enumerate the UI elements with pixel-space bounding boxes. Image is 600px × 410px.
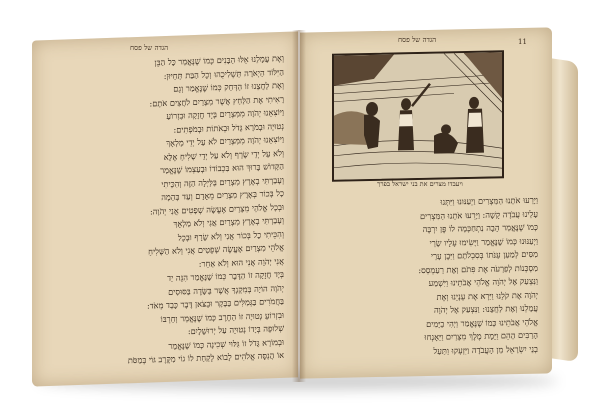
text-line: עָלֵינוּ עֲבֹדָה קָשָׁה: וַיָּרֵעוּ אֹתָנוּ הַמִּצְרִים <box>419 208 538 221</box>
page-edges <box>548 58 578 362</box>
text-line: רָאִיתִי אֶת הַלַּחַץ אֲשֶׁר מִצְרַיִם לֹחֲצִים אֹתָם: <box>149 93 284 109</box>
illustration-caption: ויעבדו מצרים את בני ישראל בפרך <box>377 180 463 188</box>
woodcut-illustration <box>332 50 504 182</box>
text-line: וּבְכָל אֱלֹהֵי מִצְרַיִם אֶעֱשֶׂה שְׁפָטִים אֲנִי יְהֹוָה: <box>150 201 284 216</box>
left-running-head: הגדה של פסח <box>130 44 169 52</box>
right-page-text <box>312 194 538 361</box>
illustration-drawing <box>334 52 502 180</box>
text-line: הַקָּדוֹשׁ בָּרוּךְ הוּא בִּכְבוֹדוֹ וּבְעַצְמוֹ שֶׁנֶּאֱמַר <box>160 160 284 176</box>
text-line: בַּחֲמֹרִים בַּגְּמַלִּים בַּבָּקָר וּבַצֹּאן דֶּבֶר כָּבֵד מְאֹד: <box>146 295 284 311</box>
text-line: וְאֶת לַחֲצֵנוּ זוֹ הַדְּחַק כְּמוֹ שֶׁנֶּאֱמַר וְגַם <box>173 79 284 94</box>
right-page-number: 11 <box>518 38 527 46</box>
text-line: כָל בְּכוֹר בְּאֶרֶץ מִצְרַיִם מֵאָדָם וְעַד בְּהֵמָה <box>161 187 284 203</box>
text-line: הַיִּלּוֹד הַיְאֹרָה תַּשְׁלִיכֻהוּ וְכָל הַבַּת תְּחַיּוּן: <box>163 66 284 81</box>
text-line: וְעָבַרְתִּי בְאֶרֶץ מִצְרַיִם אֲנִי וְלֹא מַלְאָךְ <box>173 214 284 229</box>
text-line: מִסְכְּנוֹת לְפַרְעֹה אֶת פִּתֹם וְאֶת רַעַמְסֵס: <box>418 262 538 275</box>
text-line: אוֹ הֲנִסָּה אֱלֹהִים לָבוֹא לָקַחַת לוֹ גוֹי מִקֶּרֶב גּוֹי בְּמַסֹּת <box>127 349 284 366</box>
text-line: אֱלֹהֵי מִצְרַיִם אֶעֱשֶׂה שְׁפָטִים אֲנִי וְלֹא הַשָּׁלִיחַ <box>148 241 284 257</box>
text-line: וְעָבַרְתִּי בְאֶרֶץ מִצְרַיִם בַּלַּיְלָה הַזֶּה וְהִכֵּיתִי <box>161 174 284 189</box>
text-line: יְהֹוָה אֶת קֹלֵנוּ וַיַּרְא אֶת עָנְיֵנוּ וְאֶת <box>436 289 538 302</box>
text-line: וּבִזְרוֹעַ נְטוּיָה זוֹ הַחֶרֶב כְּמוֹ שֶׁנֶּאֱמַר וְחַרְבּוֹ <box>160 309 284 324</box>
text-line: כְּמוֹ שֶׁנֶּאֱמַר הָבָה נִתְחַכְּמָה לוֹ פֶּן יִרְבֶּה <box>422 221 538 235</box>
text-line: הָרַבִּים הָהֵם וַיָּמָת מֶלֶךְ מִצְרַיִם וַיֵּאָנְחוּ <box>424 329 538 343</box>
text-line: וְהִכֵּיתִי כָל בְּכוֹר אֲנִי וְלֹא שָׂרָף וּבְכָל <box>177 228 284 243</box>
text-line: וַיְעַנּוּנוּ כְּמוֹ שֶׁנֶּאֱמַר וַיָּשִׂימוּ עָלָיו שָׂרֵי <box>429 235 538 248</box>
text-line: עֲמָלֵנוּ וְאֶת לַחֲצֵנוּ: וַנִּצְעַק אֶל יְהֹוָה <box>433 302 538 315</box>
text-line: נְטוּיָה וּבְמֹרָא גָּדֹל וּבְאֹתוֹת וּבְמֹפְתִים: <box>173 120 284 135</box>
book-gutter <box>292 30 306 382</box>
text-line: יְהֹוָה הוֹיָה בְּמִקְנְךָ אֲשֶׁר בַּשָּׂדֶה בַּסּוּסִים <box>168 282 284 297</box>
text-line: שְׁלוּפָה בְּיָדוֹ נְטוּיָה עַל יְרוּשָׁלָיִם: <box>187 322 284 337</box>
text-line: בְּיָד חֲזָקָה זוֹ הַדֶּבֶר כְּמוֹ שֶׁנֶּאֱמַר הִנֵּה יַד <box>167 268 284 283</box>
text-line: וַיּוֹצִאֵנוּ יְהֹוָה מִמִּצְרַיִם לֹא עַל יְדֵי מַלְאָךְ <box>166 133 284 148</box>
text-line: אֱלֹהֵי אֲבֹתֵינוּ כְּמוֹ שֶׁנֶּאֱמַר וַיְהִי בַיָּמִים <box>426 316 538 329</box>
text-line: וְלֹא עַל יְדֵי שָׂרָף וְלֹא עַל יְדֵי שָׁלִיחַ אֶלָּא <box>163 147 284 162</box>
text-line: בְנֵי יִשְׂרָאֵל מִן הָעֲבֹדָה וַיִּזְעָקוּ וַתַּעַל <box>433 343 538 356</box>
text-line: וּבְמוֹרָא גָּדֹל זוֹ גִּלּוּי שְׁכִינָה כְּמוֹ שֶׁנֶּאֱמַר <box>168 336 284 351</box>
text-line: אֲנִי יְהֹוָה אֲנִי הוּא וְלֹא אַחֵר: <box>198 255 284 269</box>
text-line: וְאֶת עֲמָלֵנוּ אֵלּוּ הַבָּנִים כְּמוֹ שֶׁנֶּאֱמַר כָּל הַבֵּן <box>154 52 284 68</box>
right-running-head: הגדה של פסח <box>398 36 437 44</box>
text-line: וַיָּרֵעוּ אֹתָנוּ הַמִּצְרִים וַיְעַנּוּנוּ וַיִּתְּנוּ <box>440 194 538 207</box>
left-page-text <box>44 52 284 378</box>
text-line: וַנִּצְעַק אֶל יְהֹוָה אֱלֹהֵי אֲבֹתֵינוּ וַיִּשְׁמַע <box>428 275 538 288</box>
text-line: מִסִּים לְמַעַן עַנֹּתוֹ בְּסִבְלֹתָם וַיִּבֶן עָרֵי <box>430 248 538 261</box>
text-line: וַיּוֹצִאֵנוּ יְהֹוָה מִמִּצְרַיִם בְּיָד חֲזָקָה וּבִזְרוֹעַ <box>166 106 284 121</box>
